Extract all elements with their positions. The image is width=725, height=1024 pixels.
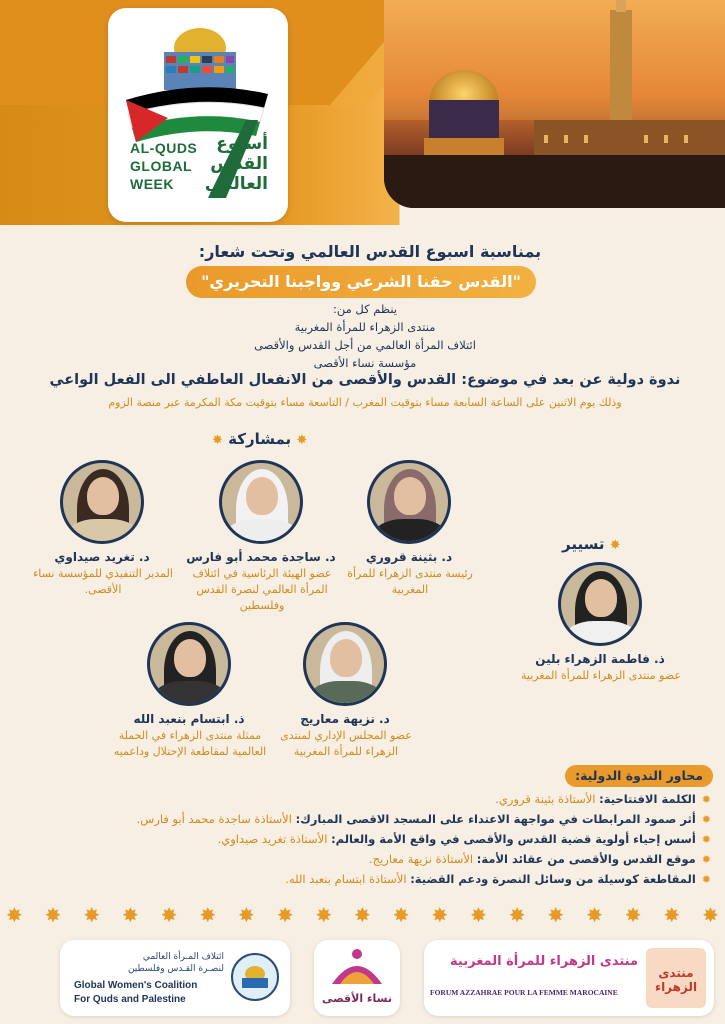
logo-text-en-2: GLOBAL (130, 158, 193, 174)
star-icon: ✸ (586, 903, 603, 927)
speaker-role-4: عضو المجلس الإداري لمنتدى الزهراء للمرأة المغربية (280, 729, 412, 758)
speaker-name-2: د. ساجدة محمد أبو فارس (186, 550, 336, 564)
axis-item: ✹موقع القدس والأقصى من عقائد الأمة: الأستاذة نزيهة معاريج. (369, 852, 711, 866)
speaker-photo-1 (367, 460, 451, 544)
star-icon: ✸ (702, 903, 719, 927)
speaker-photo-3 (60, 460, 144, 544)
moderator-name: ذ. فاطمة الزهراء بلين (535, 652, 665, 666)
speaker-photo-5 (147, 622, 231, 706)
moderation-label: ✸ تسيير (562, 535, 621, 553)
speaker-role-5: ممثلة منتدى الزهراء في الحملة العالمية لمقاطعة الإحتلال وداعميه (113, 729, 267, 758)
coalition-en-line-2: For Quds and Palestine (74, 994, 186, 1005)
moderator-role: عضو منتدى الزهراء للمرأة المغربية (521, 669, 681, 682)
speaker-photo-2 (219, 460, 303, 544)
logo-text-en-3: WEEK (130, 176, 174, 192)
star-icon: ✸ (44, 903, 62, 927)
star-icon: ✸ (663, 903, 681, 927)
coalition-en-line-1: Global Women's Coalition (74, 980, 198, 991)
coalition-logo (60, 940, 290, 1016)
star-icon: ✸ (431, 903, 449, 927)
flower-bullet-icon: ✹ (701, 873, 711, 886)
star-icon: ✸ (276, 903, 294, 927)
logo-text-en-1: AL-QUDS (130, 140, 198, 156)
moderator-photo (558, 562, 642, 646)
forum-badge: منتدى الزهراء (646, 948, 706, 1008)
star-icon: ✸ (160, 903, 178, 927)
crescent-dome-icon (322, 946, 392, 990)
nisaa-alaqsa-text: نساء الأقصى (321, 992, 393, 1005)
logo-text-ar-1: أسبوع (216, 134, 268, 154)
star-icon: ✸ (392, 903, 410, 927)
speaker-photo-4 (303, 622, 387, 706)
star-icon: ✸ (315, 903, 333, 927)
seminar-title: ندوة دولية عن بعد في موضوع: القدس والأقصى من الانفعال العاطفي الى الفعل الواعي (49, 372, 681, 388)
coalition-ar-line-2: لنصـرة القـدس وفلسطين (127, 964, 224, 974)
dome-icon (230, 952, 280, 1002)
star-icon: ✸ (212, 433, 223, 448)
organizer-3: مؤسسة نساء الأقصى (313, 356, 417, 370)
jerusalem-photo (384, 0, 725, 208)
axes-label: محاور الندوة الدولية: (565, 765, 713, 787)
star-icon: ✸ (624, 903, 642, 927)
organizer-1: منتدى الزهراء للمرأة المغربية (294, 320, 436, 334)
star-icon: ✸ (6, 903, 23, 927)
star-icon: ✸ (508, 903, 526, 927)
al-quds-week-logo (108, 8, 288, 222)
organizer-2: ائتلاف المرأة العالمي من أجل القدس والأقصى (254, 338, 476, 352)
star-icon: ✸ (547, 903, 565, 927)
star-icon: ✸ (609, 538, 621, 553)
coalition-ar-line-1: ائتلاف المـرأة العالمي (142, 952, 224, 962)
star-icon: ✸ (354, 903, 371, 927)
nisaa-alaqsa-logo (314, 940, 400, 1016)
star-icon: ✸ (199, 903, 217, 927)
speaker-role-1: رئيسة منتدى الزهراء للمرأة المغربية (347, 567, 473, 596)
star-icon: ✸ (296, 433, 308, 448)
flower-bullet-icon: ✹ (701, 853, 711, 866)
axis-item: ✹المقاطعة كوسيلة من وسائل النصرة ودعم القضية: الأستاذة ابتسام بنعبد الله. (285, 872, 711, 886)
flower-bullet-icon: ✹ (701, 833, 711, 846)
decorative-star-row (0, 903, 725, 927)
participation-label: ✸ بمشاركة ✸ (212, 430, 308, 448)
star-icon: ✸ (122, 903, 139, 927)
axis-item: ✹أثر صمود المرابطات في مواجهة الاعتداء على المسجد الاقصى المبارك: الأستاذة ساجدة محمد أبو فارس. (136, 812, 711, 826)
flower-bullet-icon: ✹ (701, 813, 711, 826)
star-icon: ✸ (83, 903, 101, 927)
speaker-name-3: د. تغريد صيداوي (54, 550, 150, 564)
forum-name-fr: FORUM AZZAHRAE POUR LA FEMME MAROCAINE (430, 988, 618, 997)
speaker-role-2: عضو الهيئة الرئاسية في ائتلاف المرأة العالمي لنصرة القدس وفلسطين (192, 567, 332, 612)
axis-item: ✹الكلمة الافتتاحية: الأستاذة بثينة قروري. (495, 792, 711, 806)
intro-title: بمناسبة اسبوع القدس العالمي وتحت شعار: (198, 242, 542, 261)
forum-azzahrae-logo (424, 940, 714, 1016)
star-icon: ✸ (470, 903, 487, 927)
logo-text-ar-2: القدس (210, 154, 268, 174)
seminar-time: وذلك يوم الاثنين على الساعة السابعة مساء بتوقيت المغرب / التاسعة مساء بتوقيت مكة المكرمة عبر منصة الزوم (108, 396, 622, 409)
speaker-name-4: د. نزيهة معاريج (300, 712, 390, 726)
slogan-banner: "القدس حقنا الشرعي وواجبنا التحريري" (186, 266, 536, 298)
star-icon: ✸ (238, 903, 255, 927)
forum-name-ar: منتدى الزهراء للمرأة المغربية (450, 954, 638, 969)
flower-bullet-icon: ✹ (701, 793, 711, 806)
speaker-role-3: المدير التنفيذي للمؤسسة نساء الأقصى. (33, 567, 173, 596)
logo-text-ar-3: العالمي (204, 174, 268, 194)
speaker-name-5: ذ. ابتسام بنعبد الله (133, 712, 245, 726)
organizers-label: ينظم كل من: (332, 302, 398, 316)
speaker-name-1: د. بثينة قروري (365, 550, 453, 564)
axis-item: ✹أسس إحياء أولوية قضية القدس والأقصى في واقع الأمة والعالم: الأستاذة تغريد صيداوي. (217, 832, 711, 846)
